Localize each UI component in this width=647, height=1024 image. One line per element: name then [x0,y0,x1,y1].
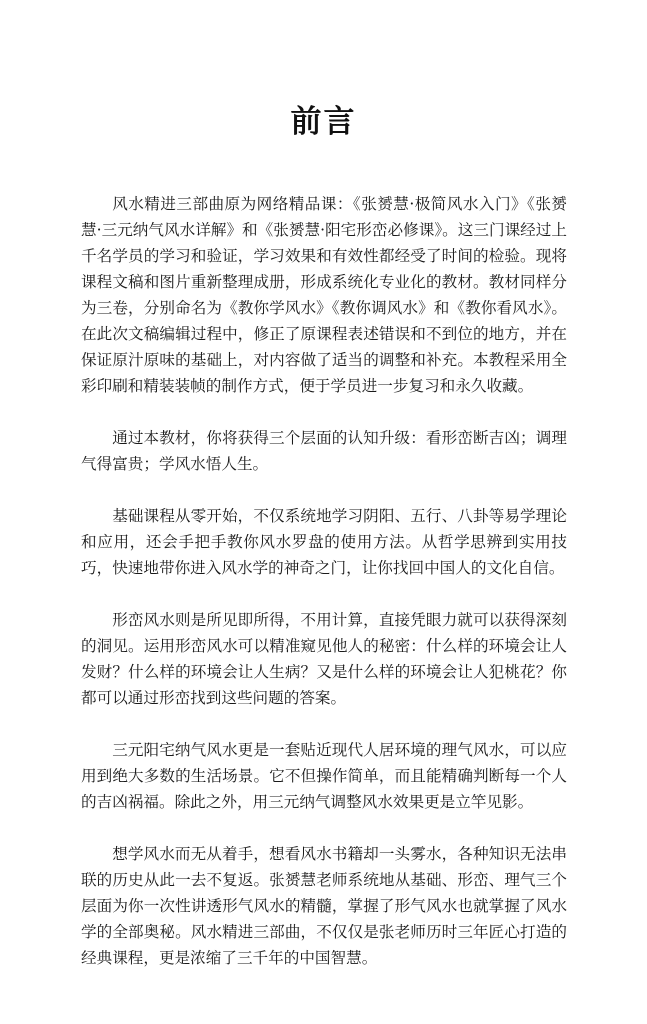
paragraph-6: 想学风水而无从着手，想看风水书籍却一头雾水，各种知识无法串联的历史从此一去不复返。张赟慧老师系统地从基础、形峦、理气三个层面为你一次性讲透形气风水的精髓，掌握了形气风水也就掌握了风水学的全部奥秘。风水精进三部曲，不仅仅是张老师历时三年匠心打造的经典课程，更是浓缩了三千年的中国智慧。 [81,845,567,967]
preface-body [81,191,567,997]
paragraph-3: 基础课程从零开始，不仅系统地学习阴阳、五行、八卦等易学理论和应用，还会手把手教你风水罗盘的使用方法。从哲学思辨到实用技巧，快速地带你进入风水学的神奇之门，让你找回中国人的文化自信。 [81,507,567,577]
paragraph-2: 通过本教材，你将获得三个层面的认知升级：看形峦断吉凶；调理气得富贵；学风水悟人生。 [81,429,567,473]
page-title: 前言 [290,104,357,140]
paragraph-4: 形峦风水则是所见即所得，不用计算，直接凭眼力就可以获得深刻的洞见。运用形峦风水可以精准窥见他人的秘密：什么样的环境会让人发财？什么样的环境会让人生病？又是什么样的环境会让人犯桃花？你都可以通过形峦找到这些问题的答案。 [81,611,567,707]
paragraph-5: 三元阳宅纳气风水更是一套贴近现代人居环境的理气风水，可以应用到绝大多数的生活场景。它不但操作简单，而且能精确判断每一个人的吉凶祸福。除此之外，用三元纳气调整风水效果更是立竿见影。 [81,741,567,811]
paragraph-1: 风水精进三部曲原为网络精品课：《张赟慧·极简风水入门》《张赟慧·三元纳气风水详解》和《张赟慧·阳宅形峦必修课》。这三门课经过上千名学员的学习和验证，学习效果和有效性都经受了时间的检验。现将课程文稿和图片重新整理成册，形成系统化专业化的教材。教材同样分为三卷，分别命名为《教你学风水》《教你调风水》和《教你看风水》。在此次文稿编辑过程中，修正了原课程表述错误和不到位的地方，并在保证原汁原味的基础上，对内容做了适当的调整和补充。本教程采用全彩印刷和精装装帧的制作方式，便于学员进一步复习和永久收藏。 [81,195,567,395]
